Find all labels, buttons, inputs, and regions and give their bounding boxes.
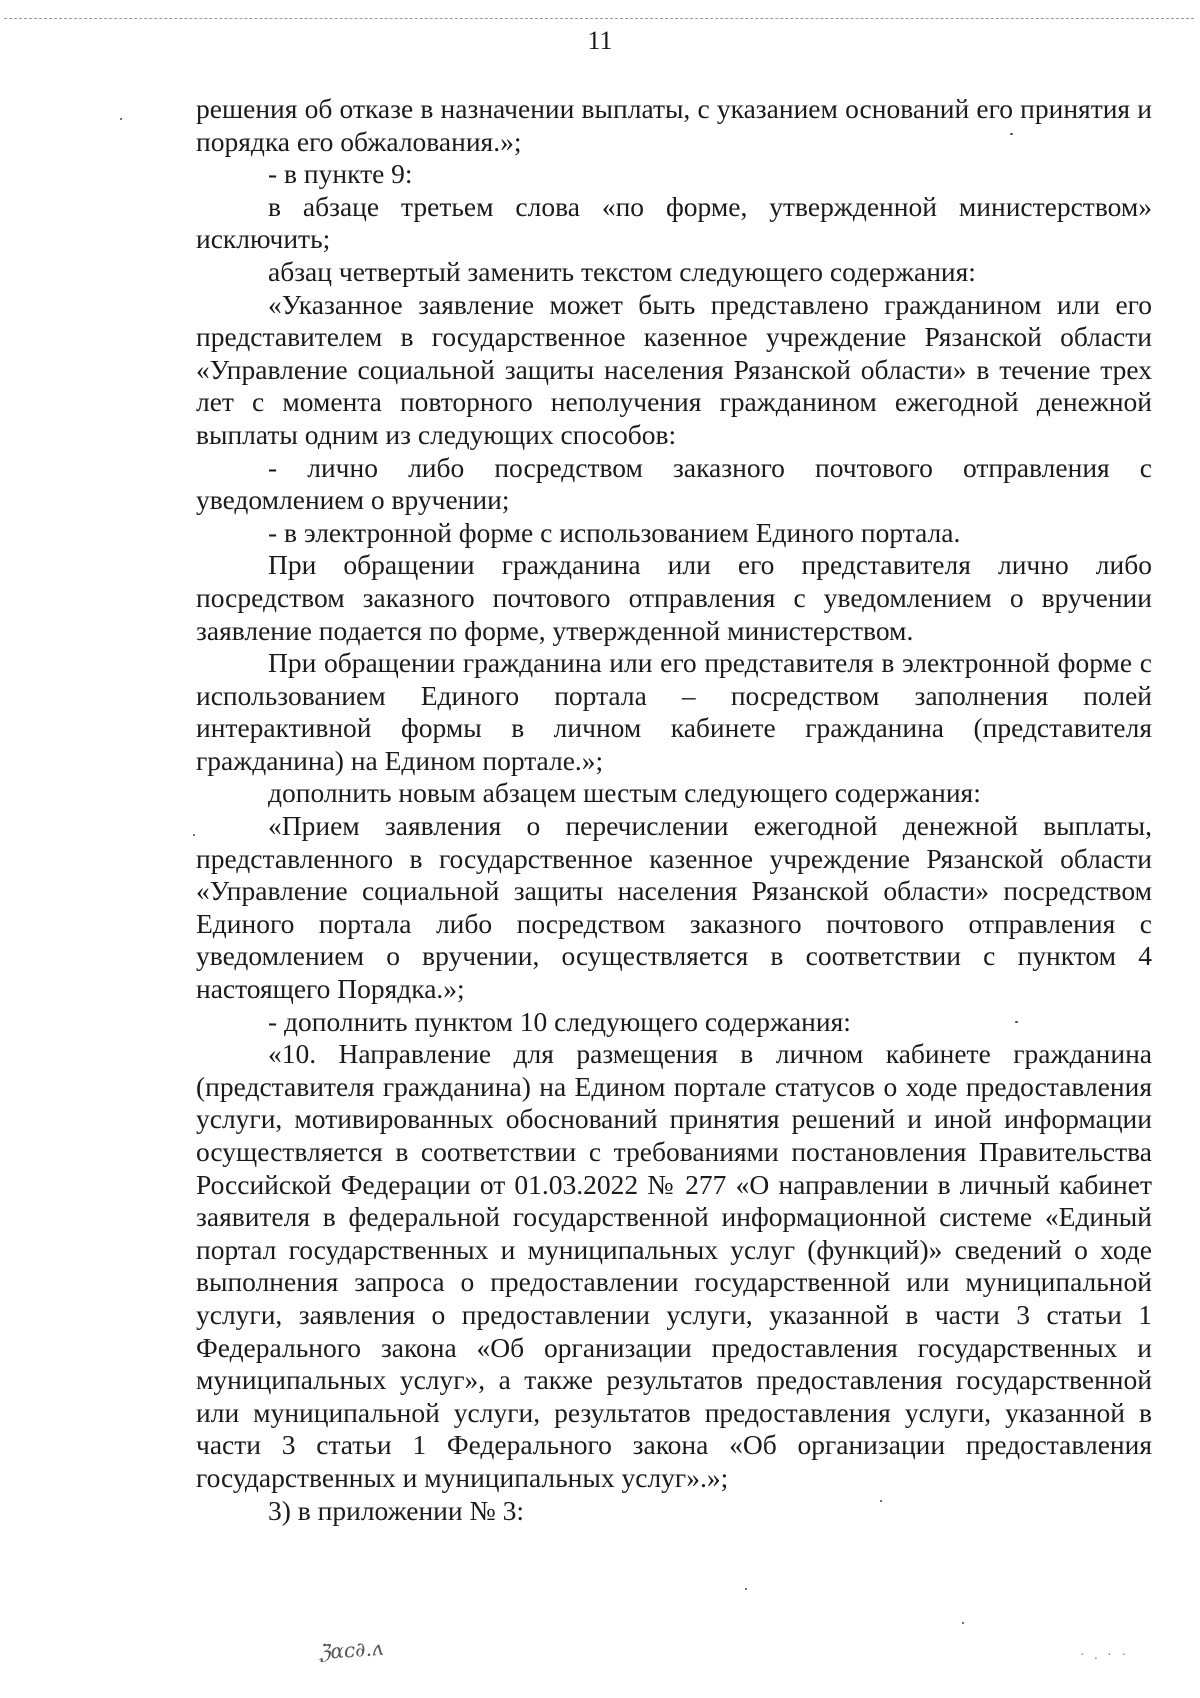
scan-speck	[880, 1500, 882, 1502]
handwritten-initials: ℨαᴄ∂.ʌ	[317, 1635, 384, 1665]
paragraph: При обращении гражданина или его представителя в электронной форме с использованием Единого портала – посредством заполнения полей интерактивной формы в личном кабинете гражданина (представителя гражданина) на Едином портале.»;	[196, 647, 1152, 776]
scan-speck	[120, 118, 122, 120]
paragraph: «10. Направление для размещения в личном кабинете гражданина (представителя гражданина) на Едином портале статусов о ходе предоставления услуги, мотивированных обоснований принятия решений и иной информации осуществляется в соответствии с требованиями постановления Правительства Российской Федерации от 01.03.2022 № 277 «О направлении в личный кабинет заявителя в федеральной государственной информационной системе «Единый портал государственных и муниципальных услуг (функций)» сведений о ходе выполнения запроса о предоставлении государственной или муниципальной услуги, заявления о предоставлении услуги, указанной в части 3 статьи 1 Федерального закона «Об организации предоставления государственных и муниципальных услуг», а также результатов предоставления государственной или муниципальной услуги, результатов предоставления услуги, указанной в части 3 статьи 1 Федерального закона «Об организации предоставления государственных и муниципальных услуг».»;	[196, 1038, 1152, 1493]
paragraph: «Указанное заявление может быть представлено гражданином или его представителем в государственное казенное учреждение Рязанской области «Управление социальной защиты населения Рязанской области» в течение трех лет с момента повторного неполучения гражданином ежегодной денежной выплаты одним из следующих способов:	[196, 288, 1152, 450]
page-number: 11	[587, 26, 613, 55]
scan-speck	[193, 834, 195, 836]
scan-speck	[962, 1622, 964, 1624]
paragraph: «Прием заявления о перечислении ежегодной денежной выплаты, представленного в государственное казенное учреждение Рязанской области «Управление социальной защиты населения Рязанской области» посредством Единого портала либо посредством заказного почтового отправления с уведомлением о вручении, осуществляется в соответствии с пунктом 4 настоящего Порядка.»;	[196, 810, 1152, 1005]
paragraph: - в электронной форме с использованием Единого портала.	[268, 516, 961, 548]
paragraph: дополнить новым абзацем шестым следующего содержания:	[268, 777, 981, 809]
paragraph: абзац четвертый заменить текстом следующего содержания:	[268, 255, 976, 287]
paragraph: 3) в приложении № 3:	[268, 1494, 524, 1526]
paragraph: в абзаце третьем слова «по форме, утвержденной министерством» исключить;	[196, 190, 1152, 255]
scan-speck	[745, 1588, 747, 1590]
paragraph: - дополнить пунктом 10 следующего содержания:	[268, 1005, 851, 1037]
paragraph: решения об отказе в назначении выплаты, с указанием оснований его принятия и порядка его обжалования.»;	[196, 93, 1152, 157]
document-body	[196, 93, 1152, 1527]
paragraph: При обращении гражданина или его представителя лично либо посредством заказного почтового отправления с уведомлением о вручении заявление подается по форме, утвержденной министерством.	[196, 549, 1152, 646]
scan-speck	[1010, 133, 1013, 135]
corner-scan-mark: · . · ·	[1080, 1648, 1129, 1663]
scan-edge-line	[4, 18, 1194, 19]
paragraph: - в пункте 9:	[268, 158, 413, 190]
paragraph: - лично либо посредством заказного почтового отправления с уведомлением о вручении;	[196, 451, 1152, 516]
scan-speck	[1015, 1021, 1018, 1023]
